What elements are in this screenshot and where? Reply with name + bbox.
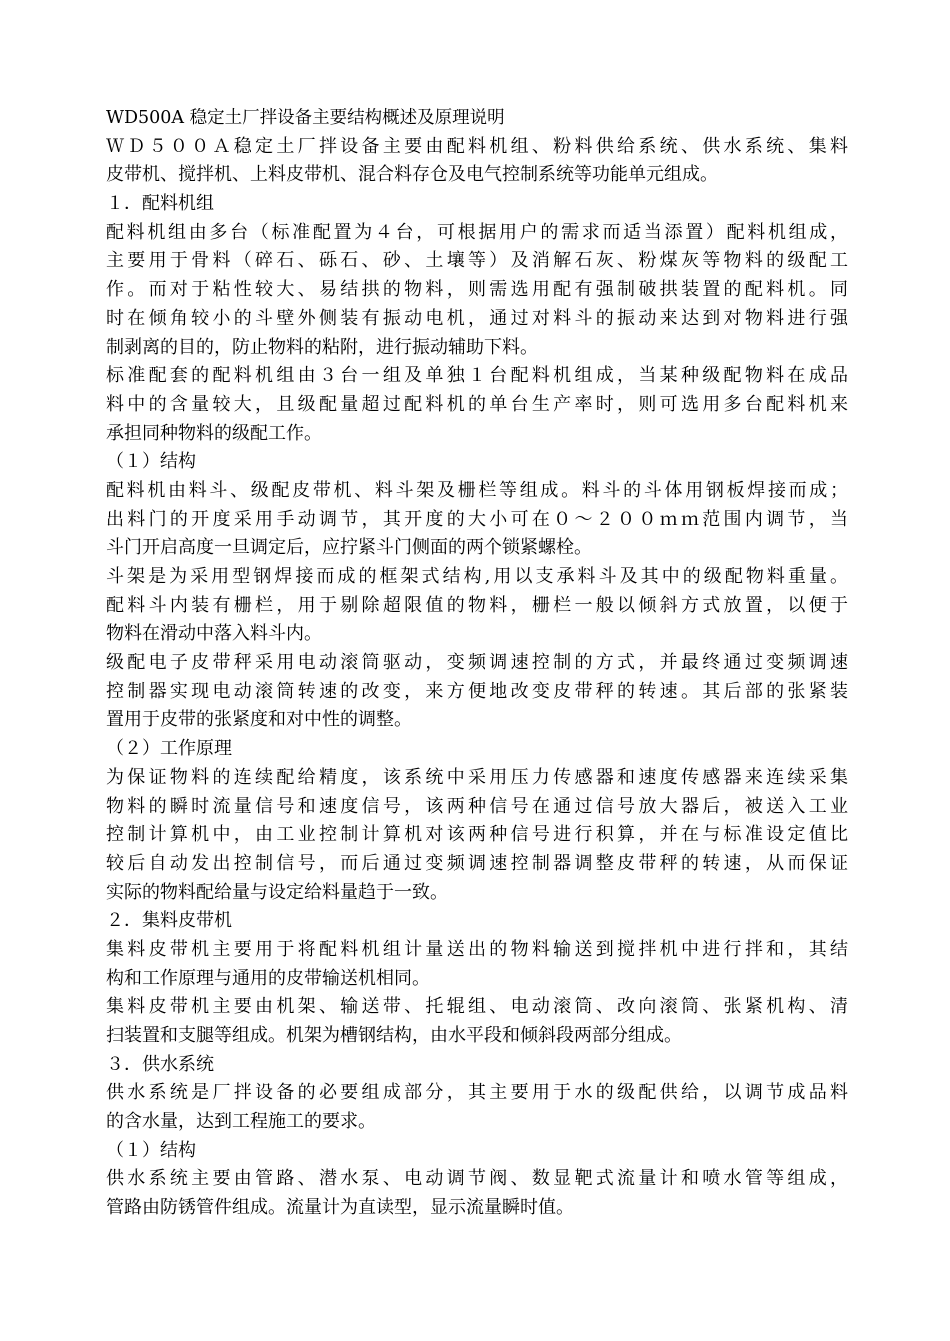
- paragraph-1-2: [106, 362, 848, 448]
- text-line: 为保证物料的连续配给精度，该系统中采用压力传感器和速度传感器来连续采集: [106, 766, 848, 788]
- paragraph-1-5: [106, 649, 848, 735]
- text-line: 物料在滑动中落入料斗内。: [106, 623, 322, 645]
- heading-3: [106, 1051, 848, 1080]
- text-line: ＷＤ５００Ａ稳定土厂拌设备主要由配料机组、粉料供给系统、供水系统、集料: [106, 135, 848, 157]
- text-line: 时在倾角较小的斗壁外侧装有振动电机，通过对料斗的振动来达到对物料进行强: [106, 307, 848, 329]
- text-line: 的含水量，达到工程施工的要求。: [106, 1111, 376, 1133]
- text-line: 标准配套的配料机组由３台一组及单独１台配料机组成，当某种级配物料在成品: [106, 365, 848, 387]
- text-line: ３．供水系统: [106, 1053, 214, 1075]
- subheading-3-1: [106, 1137, 848, 1166]
- text-line: （１）结构: [106, 451, 196, 473]
- paragraph-1-4: [106, 563, 848, 649]
- text-line: 构和工作原理与通用的皮带输送机相同。: [106, 967, 430, 989]
- text-line: （２）工作原理: [106, 738, 232, 760]
- text-line: 承担同种物料的级配工作。: [106, 422, 322, 444]
- paragraph-2-1: [106, 936, 848, 993]
- intro-paragraph: [106, 133, 848, 190]
- paragraph-1-6: [106, 764, 848, 907]
- text-line: 供水系统是厂拌设备的必要组成部分，其主要用于水的级配供给，以调节成品料: [106, 1082, 848, 1104]
- text-line: 配料机由料斗、级配皮带机、料斗架及栅栏等组成。料斗的斗体用钢板焊接而成；: [106, 479, 848, 501]
- text-line: 实际的物料配给量与设定给料量趋于一致。: [106, 881, 448, 903]
- text-line: 料中的含量较大，且级配量超过配料机的单台生产率时，则可选用多台配料机来: [106, 393, 848, 415]
- text-line: 控制计算机中，由工业控制计算机对该两种信号进行积算，并在与标准设定值比: [106, 824, 848, 846]
- document-page: [106, 104, 848, 1223]
- paragraph-3-1: [106, 1079, 848, 1136]
- text-line: （１）结构: [106, 1139, 196, 1161]
- text-line: 制剥离的目的，防止物料的粘附，进行振动辅助下料。: [106, 336, 538, 358]
- text-line: 配料机组由多台（标准配置为４台，可根据用户的需求而适当添置）配料机组成，: [106, 221, 848, 243]
- text-line: 配料斗内装有栅栏，用于剔除超限值的物料，栅栏一般以倾斜方式放置，以便于: [106, 594, 848, 616]
- text-line: ２．集料皮带机: [106, 910, 232, 932]
- paragraph-1-3: [106, 477, 848, 563]
- text-line: 集料皮带机主要由机架、输送带、托辊组、电动滚筒、改向滚筒、张紧机构、清: [106, 996, 848, 1018]
- text-line: 物料的瞬时流量信号和速度信号，该两种信号在通过信号放大器后，被送入工业: [106, 795, 848, 817]
- subheading-1-1: [106, 448, 848, 477]
- text-line: 出料门的开度采用手动调节，其开度的大小可在０～２００ｍｍ范围内调节，当: [106, 508, 848, 530]
- text-line: 供水系统主要由管路、潜水泵、电动调节阀、数显靶式流量计和喷水管等组成，: [106, 1168, 848, 1190]
- heading-1: [106, 190, 848, 219]
- text-line: 控制器实现电动滚筒转速的改变，来方便地改变皮带秤的转速。其后部的张紧装: [106, 680, 848, 702]
- text-line: 斗架是为采用型钢焊接而成的框架式结构,用以支承料斗及其中的级配物料重量。: [106, 566, 848, 587]
- text-line: 集料皮带机主要用于将配料机组计量送出的物料输送到搅拌机中进行拌和，其结: [106, 938, 848, 960]
- text-line: 较后自动发出控制信号，而后通过变频调速控制器调整皮带秤的转速，从而保证: [106, 852, 848, 874]
- document-body: [106, 133, 848, 1223]
- text-line: 皮带机、搅拌机、上料皮带机、混合料存仓及电气控制系统等功能单元组成。: [106, 164, 718, 186]
- text-line: 置用于皮带的张紧度和对中性的调整。: [106, 709, 412, 731]
- text-line: 斗门开启高度一旦调定后，应拧紧斗门侧面的两个锁紧螺栓。: [106, 537, 592, 559]
- heading-2: [106, 907, 848, 936]
- paragraph-3-2: [106, 1165, 848, 1222]
- text-line: 管路由防锈管件组成。流量计为直读型，显示流量瞬时值。: [106, 1197, 574, 1219]
- document-title: WD500A 稳定土厂拌设备主要结构概述及原理说明: [106, 108, 505, 128]
- text-line: 主要用于骨料（碎石、砾石、砂、土壤等）及消解石灰、粉煤灰等物料的级配工: [106, 250, 848, 272]
- text-line: 扫装置和支腿等组成。机架为槽钢结构，由水平段和倾斜段两部分组成。: [106, 1025, 682, 1046]
- text-line: 作。而对于粘性较大、易结拱的物料，则需选用配有强制破拱装置的配料机。同: [106, 279, 848, 301]
- paragraph-1-1: [106, 219, 848, 362]
- text-line: 级配电子皮带秤采用电动滚筒驱动，变频调速控制的方式，并最终通过变频调速: [106, 652, 848, 674]
- subheading-1-2: [106, 735, 848, 764]
- text-line: １．配料机组: [106, 193, 214, 215]
- paragraph-2-2: [106, 993, 848, 1050]
